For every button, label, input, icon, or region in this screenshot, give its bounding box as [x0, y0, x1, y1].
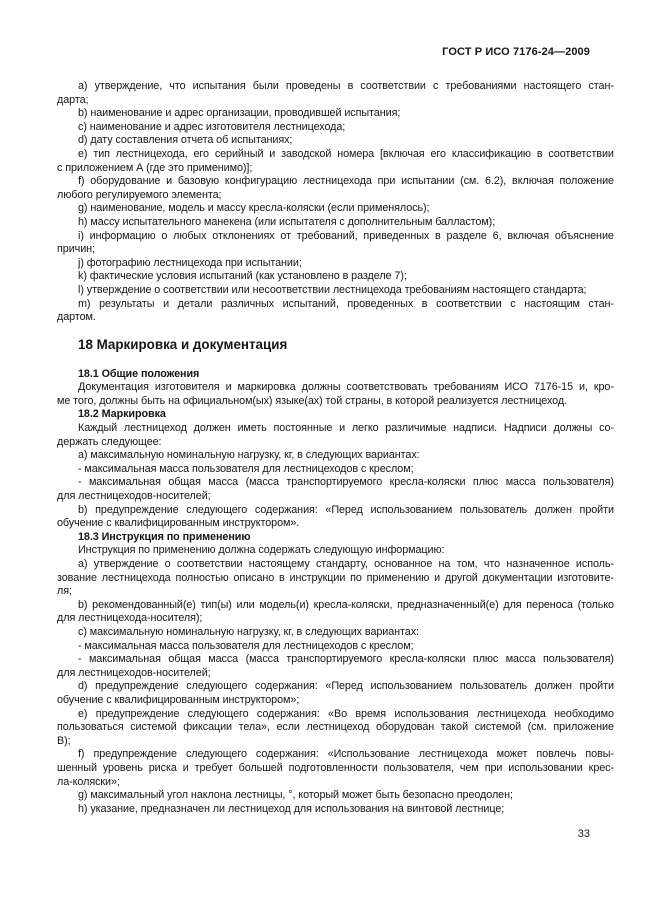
text-line: любого регулируемого элемента;	[57, 188, 222, 201]
chapter-heading: 18 Маркировка и документация	[78, 336, 288, 352]
text-line: держать следующее:	[57, 435, 162, 448]
text-line: а) максимальную номинальную нагрузку, кг, в следующих вариантах:	[78, 449, 420, 462]
text-line: Документация изготовителя и маркировка должны соответствовать требованиям ИСО 7176-15 и, кро-	[78, 381, 614, 394]
text-line: шенный уровень риска и требует большей подготовленности пользователя, чем при использовании крес-	[57, 761, 614, 774]
text-line: h) указание, предназначен ли лестницеход для использования на винтовой лестнице;	[78, 802, 505, 815]
text-line: d) дату составления отчета об испытаниях;	[78, 134, 293, 147]
text-line: - максимальная общая масса (масса транспортируемого кресла-коляски плюс масса пользователя)	[78, 476, 614, 489]
text-line: В);	[57, 734, 71, 747]
subsection-heading: 18.3 Инструкция по применению	[78, 530, 251, 543]
text-line: для лестницеходов-носителей;	[57, 666, 211, 679]
text-line: ля;	[57, 585, 72, 598]
text-line: Каждый лестницеход должен иметь постоянные и легко различимые надписи. Надписи должны со-	[78, 422, 614, 435]
text-line: для лестницеходов-носителей;	[57, 490, 211, 503]
text-line: с приложением А (где это применимо)];	[57, 161, 253, 174]
text-line: дарта;	[57, 93, 89, 106]
text-line: e) тип лестницехода, его серийный и заводской номера [включая его классификацию в соответствии	[78, 147, 614, 160]
text-line: Инструкция по применению должна содержать следующую информацию:	[78, 544, 445, 557]
subsection-heading: 18.1 Общие положения	[78, 367, 200, 380]
text-line: b) наименование и адрес организации, проводившей испытания;	[78, 107, 401, 120]
text-line: b) рекомендованный(е) тип(ы) или модель(и) кресла-коляски, предназначенный(е) для переноса (только	[78, 598, 614, 611]
text-line: j) фотографию лестницехода при испытании;	[78, 256, 302, 269]
text-line: c) наименование и адрес изготовителя лестницехода;	[78, 120, 346, 133]
text-line: l) утверждение о соответствии или несоответствии лестницехода требованиям настоящего стандарта;	[78, 283, 587, 296]
text-line: i) информацию о любых отклонениях от требований, приведенных в разделе 6, включая объяснение	[78, 229, 614, 242]
text-line: b) предупреждение следующего содержания: «Перед использованием пользователь должен пройти	[78, 503, 614, 516]
text-line: a) утверждение, что испытания были проведены в соответствии с требованиями настоящего стан-	[78, 80, 614, 92]
text-line: g) максимальный угол наклона лестницы, °, который может быть безопасно преодолен;	[78, 789, 513, 802]
running-header: ГОСТ Р ИСО 7176-24—2009	[442, 46, 590, 58]
text-line: e) предупреждение следующего содержания: «Во время использования лестницехода необходимо	[78, 707, 614, 720]
text-line: - максимальная масса пользователя для лестницеходов с креслом;	[78, 639, 414, 652]
text-line: - максимальная масса пользователя для лестницеходов с креслом;	[78, 462, 414, 475]
text-line: g) наименование, модель и массу кресла-коляски (если применялось);	[78, 202, 430, 215]
subsection-heading: 18.2 Маркировка	[78, 408, 166, 421]
text-line: дартом.	[57, 311, 96, 324]
text-line: ла-коляски»;	[57, 775, 120, 788]
text-line: c) максимальную номинальную нагрузку, кг, в следующих вариантах:	[78, 625, 419, 638]
text-line: обучение с квалифицированным инструктором».	[57, 517, 300, 530]
page-number: 33	[577, 828, 590, 840]
text-line: - максимальная общая масса (масса транспортируемого кресла-коляски плюс масса пользователя)	[78, 653, 614, 666]
text-line: ме того, должны быть на официальном(ых) языке(ах) той страны, в которой реализуется лестницеход.	[57, 394, 568, 407]
text-line: m) результаты и детали различных испытаний, проведенных в соответствии с настоящим стан-	[78, 297, 614, 310]
text-line: обучение с квалифицированным инструктором»;	[57, 693, 300, 706]
text-line: k) фактические условия испытаний (как установлено в разделе 7);	[78, 270, 407, 283]
text-line: f) оборудование и базовую конфигурацию лестницехода при испытании (см. 6.2), включая положение	[78, 175, 614, 188]
text-line: d) предупреждение следующего содержания: «Перед использованием пользователь должен пройти	[78, 680, 614, 693]
text-line: для лестницехода-носителя);	[57, 612, 203, 625]
document-body	[57, 80, 614, 816]
text-line: причин;	[57, 243, 95, 256]
text-line: а) утверждение о соответствии настоящему стандарту, основанное на том, что назначенное исполь-	[78, 558, 614, 570]
text-line: h) массу испытательного манекена (или испытателя с дополнительным балластом);	[78, 215, 496, 228]
text-line: зование лестницехода полностью описано в инструкции по применению и другой документации изготовите-	[57, 571, 614, 584]
text-line: f) предупреждение следующего содержания: «Использование лестницехода может повлечь повы-	[78, 748, 614, 761]
text-line: пользоваться системой фиксации тела», если лестницеход оборудован такой системой (см. приложение	[57, 721, 614, 734]
